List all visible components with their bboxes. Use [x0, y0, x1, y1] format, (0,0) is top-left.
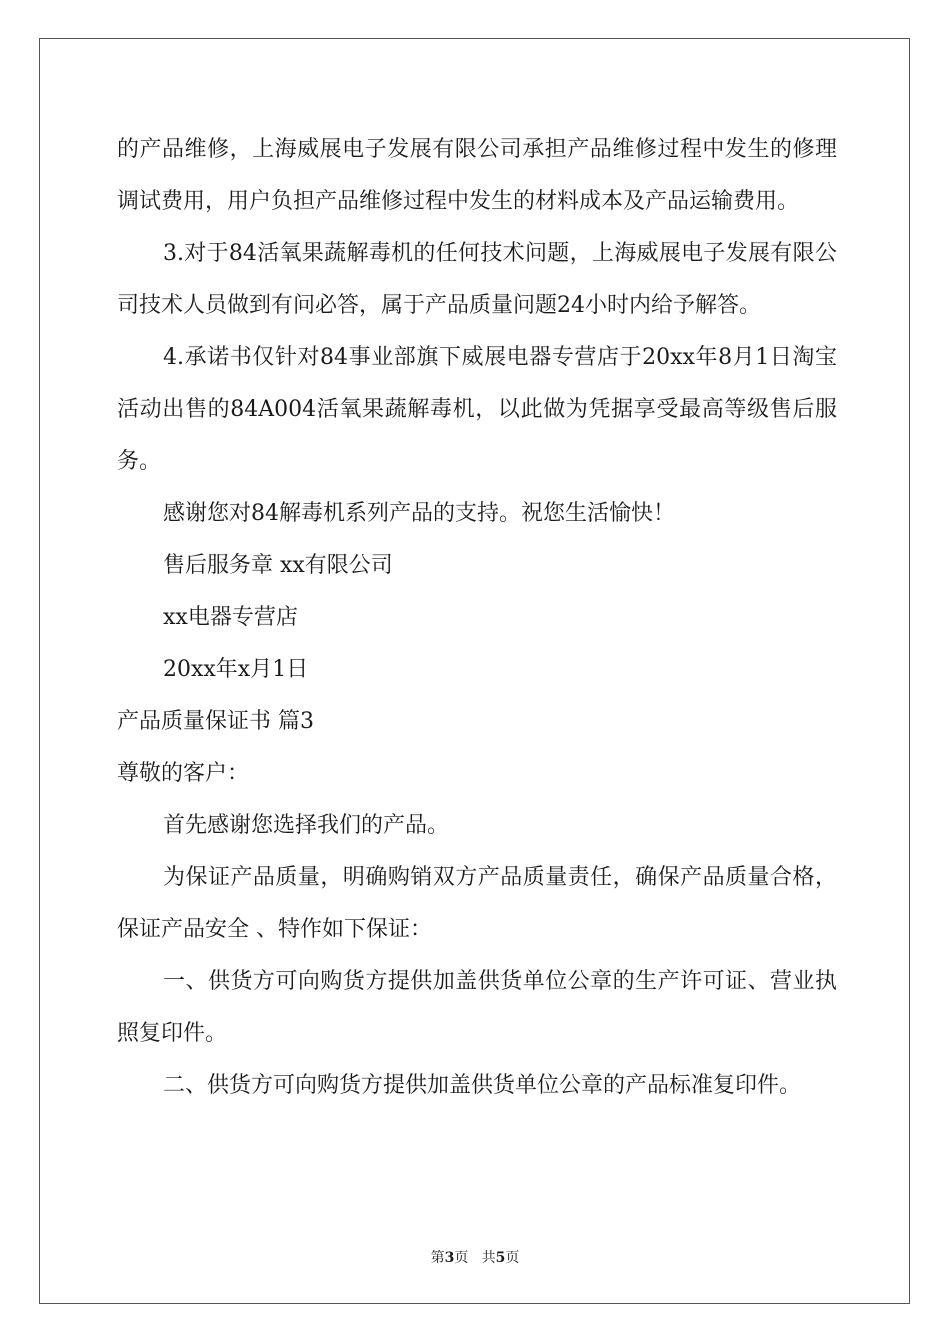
paragraph-3: 4.承诺书仅针对84事业部旗下威展电器专营店于20xx年8月1日淘宝活动出售的84A004活氧果蔬解毒机，以此做为凭据享受最高等级售后服务。: [117, 345, 837, 474]
page-footer: [0, 1247, 950, 1267]
paragraph-5: 售后服务章 xx有限公司: [163, 553, 393, 578]
footer-total-pages: 5: [495, 1250, 506, 1266]
paragraph-12: 一、供货方可向购货方提供加盖供货单位公章的生产许可证、营业执照复印件。: [117, 969, 837, 1046]
footer-total-suffix: 页: [505, 1250, 520, 1266]
footer-prefix: 第: [430, 1250, 445, 1266]
footer-page-word: 页: [454, 1250, 469, 1266]
section-heading: 产品质量保证书 篇3: [117, 709, 314, 734]
paragraph-7: 20xx年x月1日: [163, 657, 309, 682]
paragraph-13: 二、供货方可向购货方提供加盖供货单位公章的产品标准复印件。: [163, 1073, 802, 1098]
footer-current-page: 3: [444, 1250, 455, 1266]
paragraph-10: 首先感谢您选择我们的产品。: [163, 813, 450, 838]
paragraph-11: 为保证产品质量，明确购销双方产品质量责任，确保产品质量合格，保证产品安全 、特作如下保证：: [117, 865, 837, 942]
footer-total-prefix: 共: [481, 1250, 496, 1266]
paragraph-1: 的产品维修，上海威展电子发展有限公司承担产品维修过程中发生的修理调试费用，用户负担产品维修过程中发生的材料成本及产品运输费用。: [117, 137, 837, 214]
paragraph-2: 3.对于84活氧果蔬解毒机的任何技术问题，上海威展电子发展有限公司技术人员做到有问必答，属于产品质量问题24小时内给予解答。: [117, 241, 837, 318]
paragraph-6: xx电器专营店: [163, 605, 298, 630]
salutation: 尊敬的客户：: [117, 761, 250, 786]
document-body: [117, 124, 837, 1112]
paragraph-4: 感谢您对84解毒机系列产品的支持。祝您生活愉快！: [163, 501, 675, 526]
